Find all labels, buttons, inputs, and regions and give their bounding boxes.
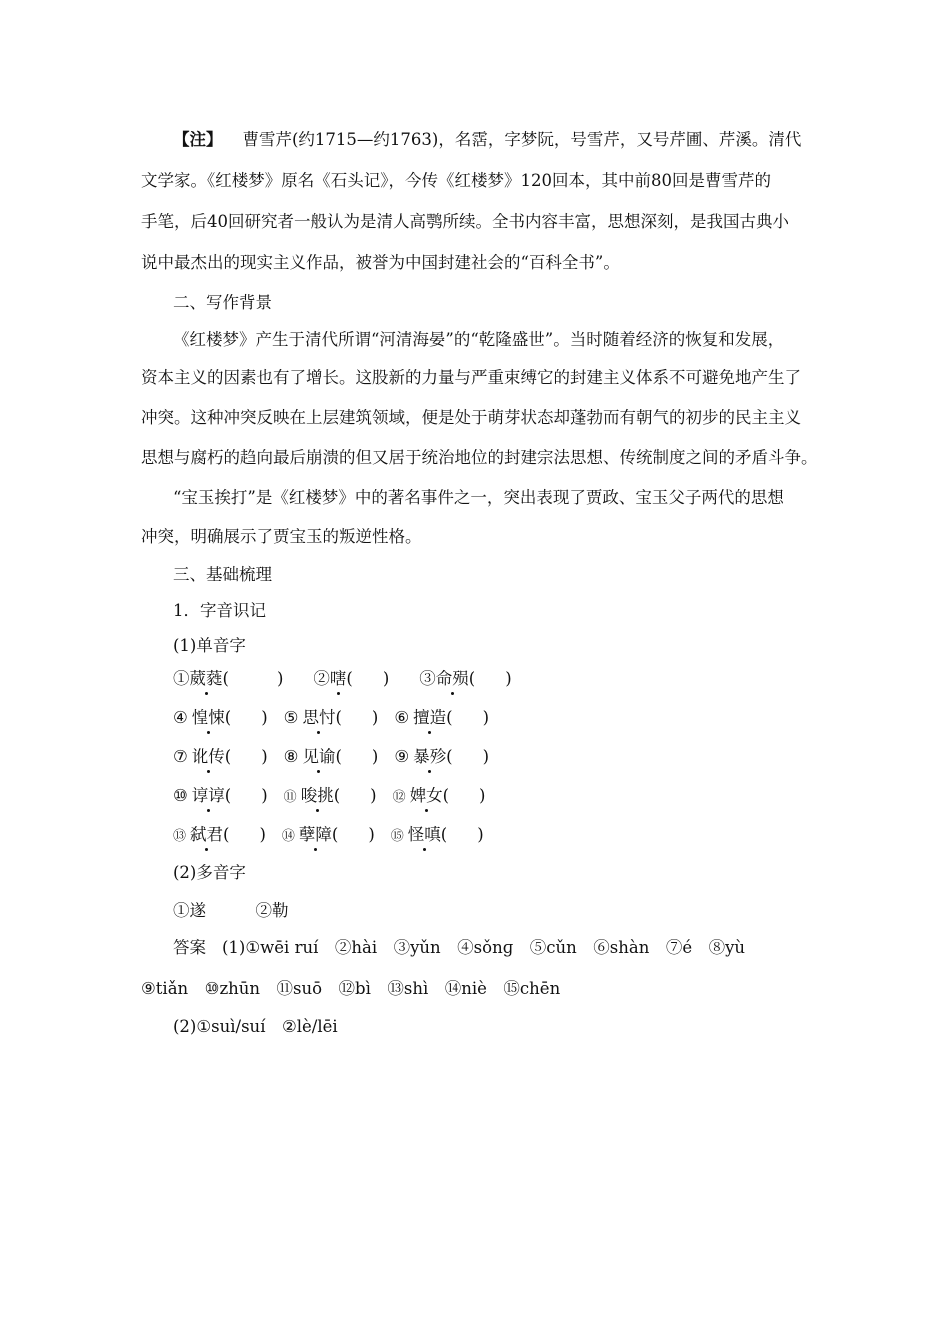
note-line-1 — [173, 126, 801, 150]
answer-line-1 — [173, 934, 745, 958]
single-reading-title: (1)单音字 — [173, 636, 246, 655]
single-row-4: ⑩ 谆谆( ) ⑪ 唆挑( ) ⑫ 婢女( ) — [173, 786, 486, 805]
multi-reading-title: (2)多音字 — [173, 863, 246, 882]
single-row-2: ④ 惶悚( ) ⑤ 思忖( ) ⑥ 擅造( ) — [173, 708, 490, 727]
bg-para1-line-1: 《红楼梦》产生于清代所谓“河清海晏”的“乾隆盛世”。当时随着经济的恢复和发展， — [173, 330, 785, 349]
answer-line-3: (2)①suì/suí ②lè/lēi — [173, 1017, 338, 1036]
answer-text-1: (1)①wēi ruí ②hài ③yǔn ④sǒnɡ ⑤cǔn ⑥shàn ⑦é ⑧yù — [222, 938, 746, 957]
bg-para1-line-4: 思想与腐朽的趋向最后崩溃的但又居于统治地位的封建宗法思想、传统制度之间的矛盾斗争。 — [141, 448, 818, 467]
note-line-3: 手笔，后40回研究者一般认为是清人高鹗所续。全书内容丰富，思想深刻，是我国古典小 — [141, 212, 789, 231]
single-row-1: ①葳蕤( ) ②嗐( ) ③命殒( ) — [173, 669, 512, 688]
note-line-4: 说中最杰出的现实主义作品，被誉为中国封建社会的“百科全书”。 — [141, 253, 620, 272]
answer-label: 答案 — [173, 938, 206, 957]
bg-para2-line-2: 冲突，明确展示了贾宝玉的叛逆性格。 — [141, 527, 422, 546]
single-row-5: ⑬ 弑君( ) ⑭ 孽障( ) ⑮ 怪嗔( ) — [173, 825, 484, 844]
section3-heading: 三、基础梳理 — [173, 565, 272, 584]
note-label: 【注】 — [173, 130, 223, 149]
single-row-3: ⑦ 讹传( ) ⑧ 见谕( ) ⑨ 暴殄( ) — [173, 747, 490, 766]
section2-heading: 二、写作背景 — [173, 293, 272, 312]
bg-para1-line-3: 冲突。这种冲突反映在上层建筑领域，便是处于萌芽状态却蓬勃而有朝气的初步的民主主义 — [141, 408, 801, 427]
bg-para2-line-1: “宝玉挨打”是《红楼梦》中的著名事件之一，突出表现了贾政、宝玉父子两代的思想 — [173, 488, 784, 507]
answer-line-2: ⑨tiǎn ⑩zhūn ⑪suō ⑫bì ⑬shì ⑭niè ⑮chēn — [141, 979, 561, 998]
multi-reading-items: ①遂 ②勒 — [173, 901, 289, 920]
pronunciation-subheading: 1．字音识记 — [173, 601, 266, 620]
bg-para1-line-2: 资本主义的因素也有了增长。这股新的力量与严重束缚它的封建主义体系不可避免地产生了 — [141, 368, 801, 387]
note-line-2: 文学家。《红楼梦》原名《石头记》，今传《红楼梦》120回本，其中前80回是曹雪芹的 — [141, 171, 771, 190]
note-text-1: 曹雪芹(约1715—约1763)，名霑，字梦阮，号雪芹，又号芹圃、芹溪。清代 — [242, 130, 802, 149]
